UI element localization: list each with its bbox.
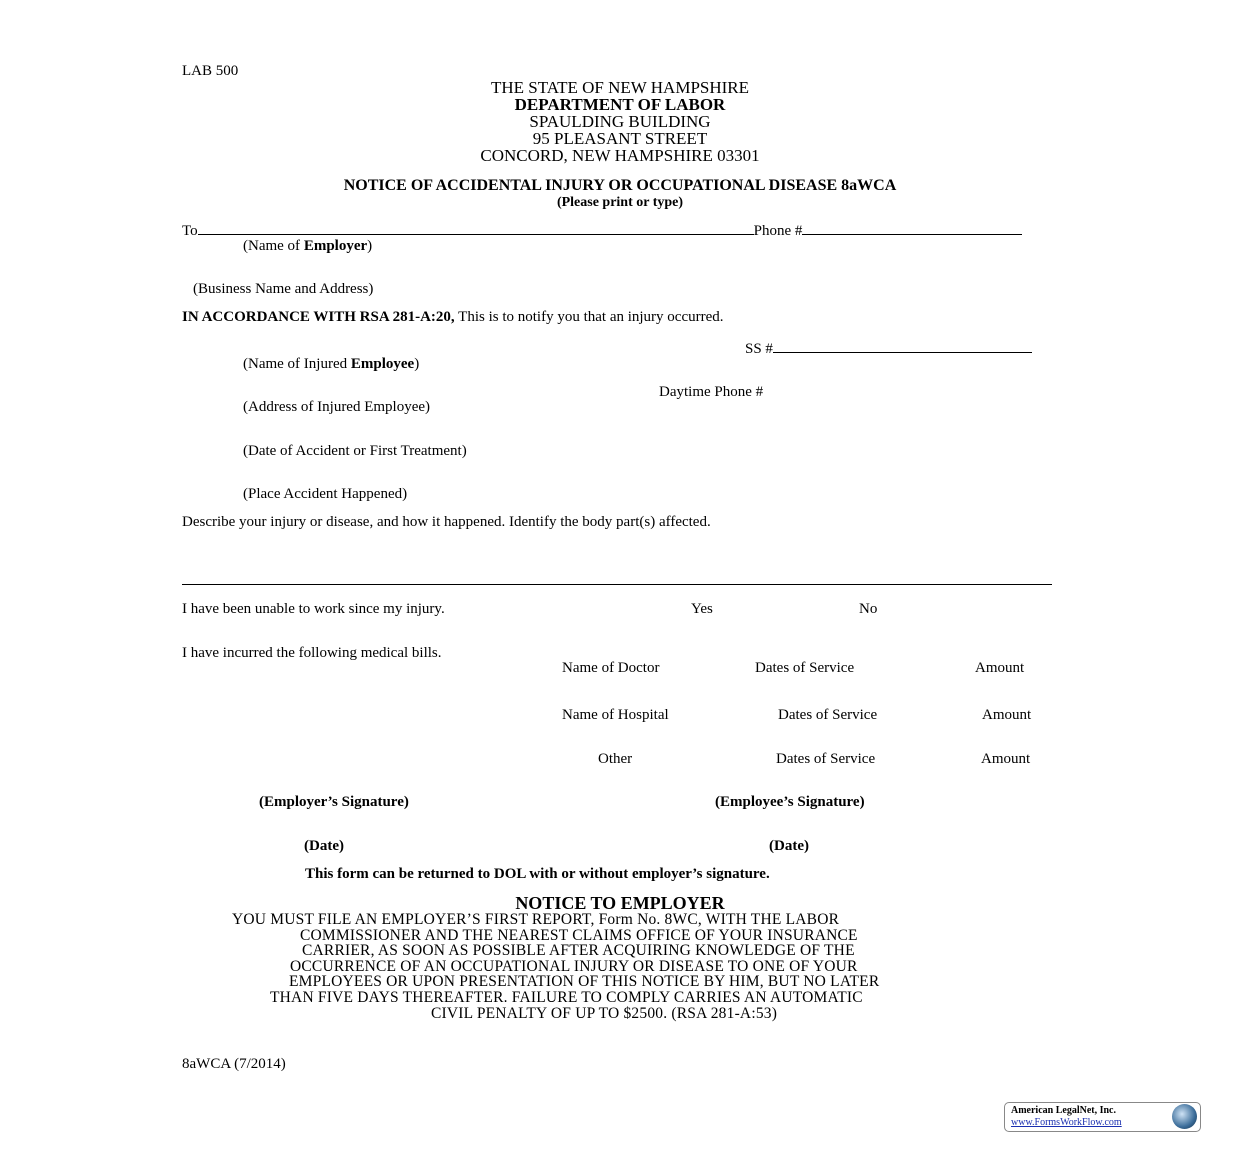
notice-line: CIVIL PENALTY OF UP TO $2500. (RSA 281-A:53) (431, 1005, 778, 1022)
notice-line: COMMISSIONER AND THE NEAREST CLAIMS OFFICE OF YOUR INSURANCE (300, 927, 858, 944)
business-label: (Business Name and Address) (193, 281, 374, 297)
form-title: NOTICE OF ACCIDENTAL INJURY OR OCCUPATIONAL DISEASE 8aWCA (343, 177, 897, 194)
bill-other-name: Other (598, 751, 633, 767)
header-street: 95 PLEASANT STREET (532, 129, 708, 148)
header-state: THE STATE OF NEW HAMPSHIRE (490, 78, 750, 97)
describe-label: Describe your injury or disease, and how it happened. Identify the body part(s) affected. (182, 514, 711, 530)
form-id: LAB 500 (182, 63, 239, 79)
header-city: CONCORD, NEW HAMPSHIRE 03301 (480, 146, 760, 165)
header-department: DEPARTMENT OF LABOR (514, 95, 726, 114)
notice-line: EMPLOYEES OR UPON PRESENTATION OF THIS NOTICE BY HIM, BUT NO LATER (289, 973, 880, 990)
address-label: (Address of Injured Employee) (243, 399, 431, 415)
daytime-phone-label: Daytime Phone # (659, 384, 764, 400)
to-label: To (182, 223, 198, 239)
notice-line: THAN FIVE DAYS THEREAFTER. FAILURE TO COMPLY CARRIES AN AUTOMATIC (270, 989, 863, 1006)
notice-title: NOTICE TO EMPLOYER (515, 893, 725, 913)
unable-work-label: I have been unable to work since my injury. (182, 601, 445, 617)
bill-hospital-name: Name of Hospital (562, 707, 669, 723)
notice-line: OCCURRENCE OF AN OCCUPATIONAL INJURY OR DISEASE TO ONE OF YOUR (290, 958, 858, 975)
bill-doctor-amount: Amount (975, 660, 1025, 676)
bill-doctor-name: Name of Doctor (562, 660, 660, 676)
rsa-statement: IN ACCORDANCE WITH RSA 281-A:20, This is to notify you that an injury occurred. (182, 309, 724, 325)
employee-date-label: (Date) (769, 838, 809, 854)
ss-row (745, 339, 1032, 358)
bill-other-dates: Dates of Service (776, 751, 876, 767)
logo-company: American LegalNet, Inc. (1011, 1105, 1116, 1116)
employee-signature-label: (Employee’s Signature) (715, 794, 865, 810)
bill-hospital-dates: Dates of Service (778, 707, 878, 723)
employer-name-field[interactable] (198, 221, 754, 235)
logo-url-link[interactable]: www.FormsWorkFlow.com (1011, 1117, 1122, 1128)
footer-form-id: 8aWCA (7/2014) (182, 1056, 286, 1072)
no-option[interactable]: No (859, 601, 878, 617)
employer-phone-field[interactable] (802, 221, 1022, 235)
ss-field[interactable] (773, 339, 1032, 353)
bill-hospital-amount: Amount (982, 707, 1032, 723)
globe-icon (1172, 1104, 1197, 1129)
medical-bills-label: I have incurred the following medical bills. (182, 645, 442, 661)
date-accident-label: (Date of Accident or First Treatment) (243, 443, 467, 459)
notice-line: YOU MUST FILE AN EMPLOYER’S FIRST REPORT, Form No. 8WC, WITH THE LABOR (232, 911, 840, 928)
return-note: This form can be returned to DOL with or without employer’s signature. (305, 866, 770, 882)
phone-label: Phone # (753, 223, 803, 239)
bill-doctor-dates: Dates of Service (755, 660, 855, 676)
describe-line[interactable] (182, 584, 1052, 585)
legalnet-logo[interactable] (1004, 1102, 1201, 1132)
bill-other-amount: Amount (981, 751, 1031, 767)
injured-employee-label: (Name of Injured Employee) (243, 356, 420, 372)
employer-date-label: (Date) (304, 838, 344, 854)
yes-option[interactable]: Yes (691, 601, 713, 617)
header-building: SPAULDING BUILDING (529, 112, 711, 131)
ss-label: SS # (745, 341, 773, 357)
employer-name-label: (Name of Employer) (243, 238, 373, 254)
form-subtitle: (Please print or type) (556, 195, 684, 210)
notice-line: CARRIER, AS SOON AS POSSIBLE AFTER ACQUIRING KNOWLEDGE OF THE (302, 942, 855, 959)
employer-signature-label: (Employer’s Signature) (259, 794, 409, 810)
place-accident-label: (Place Accident Happened) (243, 486, 408, 502)
